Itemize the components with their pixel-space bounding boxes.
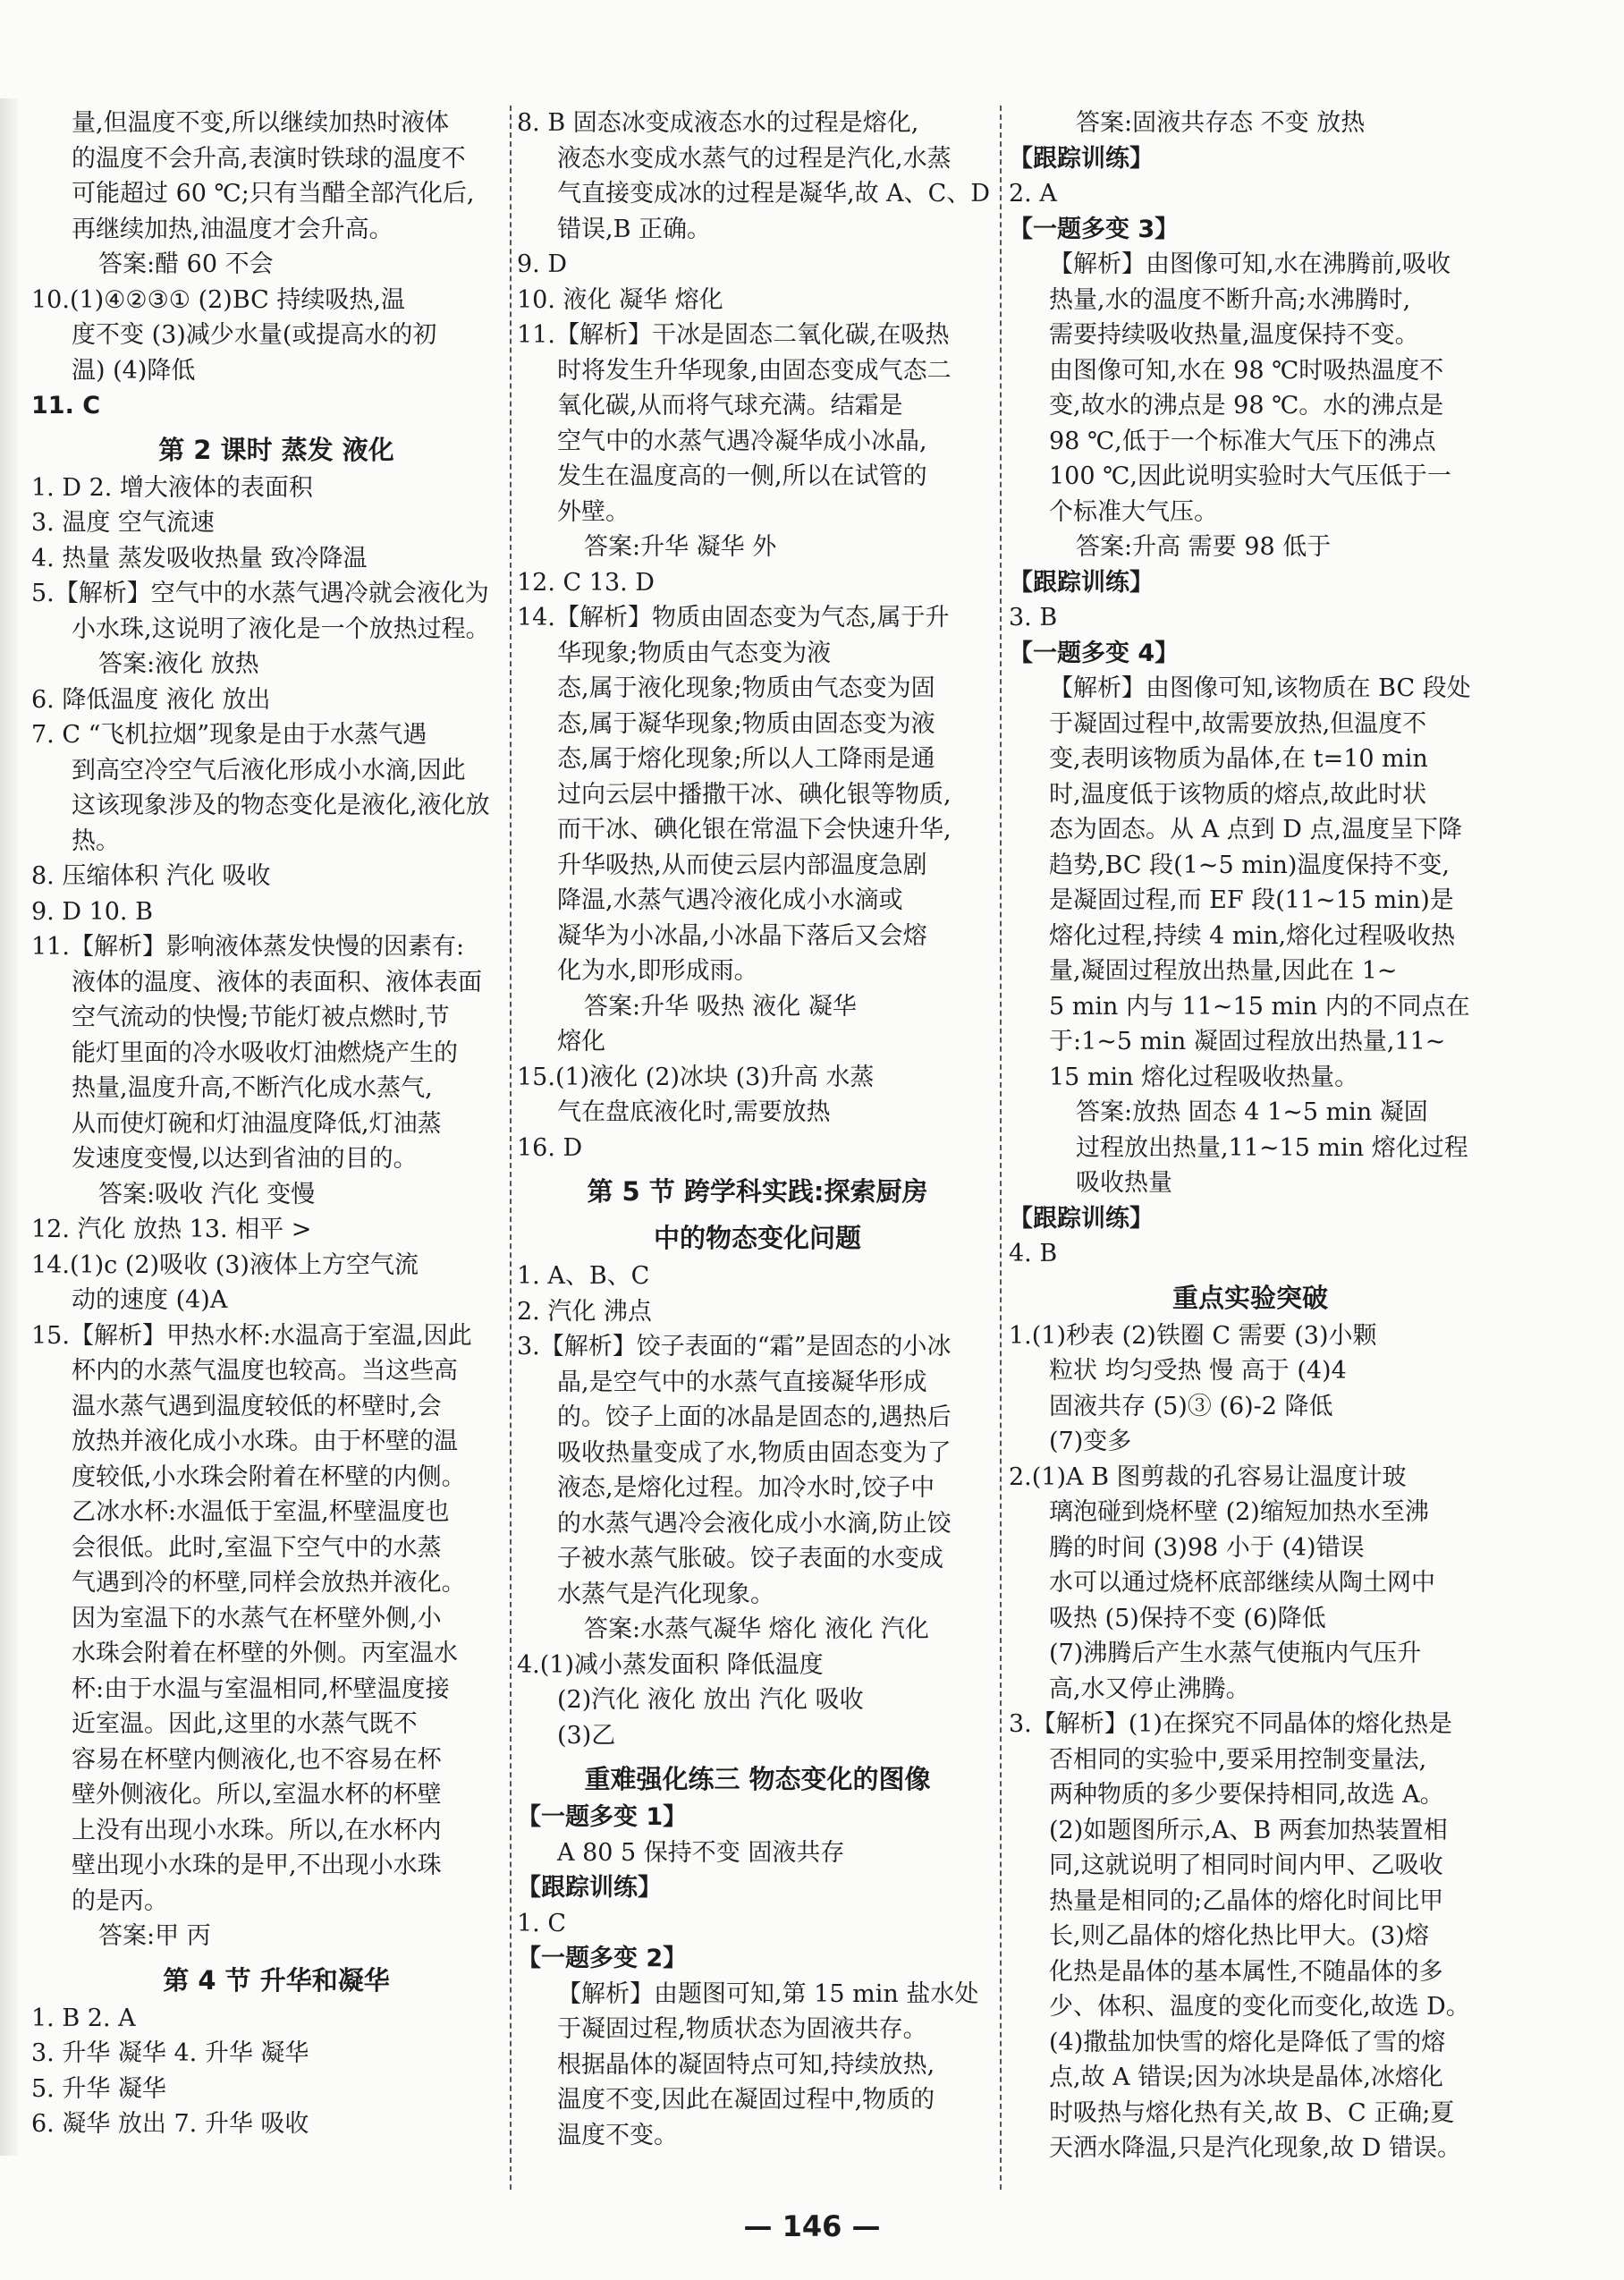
column-left xyxy=(31,106,521,2142)
text-line: 华现象;物质由气态变为液 xyxy=(557,639,832,667)
text-line: 同,这就说明了相同时间内甲、乙吸收 xyxy=(1049,1852,1443,1879)
text-line: 变,故水的沸点是 98 ℃。水的沸点是 xyxy=(1049,392,1444,420)
text-line: 近室温。因此,这里的水蒸气既不 xyxy=(72,1710,418,1738)
text-line: 上没有出现小水珠。所以,在水杯内 xyxy=(72,1816,442,1844)
text-line: 1. A、B、C xyxy=(517,1262,650,1290)
text-line: 杯内的水蒸气温度也较高。当这些高 xyxy=(72,1357,458,1385)
text-line: 时将发生升华现象,由固态变成气态二 xyxy=(557,356,952,385)
text-line: 腾的时间 (3)98 小于 (4)错误 xyxy=(1049,1533,1365,1562)
section-title: 第 5 节 跨学科实践:探索厨房 xyxy=(587,1176,928,1207)
text-line: (7)沸腾后产生水蒸气使瓶内气压升 xyxy=(1049,1640,1422,1667)
text-line: 液态水变成水蒸气的过程是汽化,水蒸 xyxy=(557,144,952,173)
text-line: 吸收热量变成了水,物质由固态变为了 xyxy=(557,1438,952,1467)
text-line: 时,温度低于该物质的熔点,故此时状 xyxy=(1049,780,1427,809)
text-line: 答案:放热 固态 4 1~5 min 凝固 xyxy=(1076,1098,1428,1126)
text-line: 4. B xyxy=(1009,1240,1058,1267)
column-right xyxy=(1009,106,1492,2166)
text-line: 子被水蒸气胀破。饺子表面的水变成 xyxy=(557,1545,943,1572)
text-line: (2)如题图所示,A、B 两套加热装置相 xyxy=(1049,1816,1448,1844)
text-line: 7. C “飞机拉烟”现象是由于水蒸气遇 xyxy=(31,721,427,749)
text-line: 14.(1)c (2)吸收 (3)液体上方空气流 xyxy=(31,1250,419,1279)
text-line: 这该现象涉及的物态变化是液化,液化放 xyxy=(72,792,490,819)
text-line: (3)乙 xyxy=(557,1721,616,1750)
text-line: 发速度变慢,以达到省油的目的。 xyxy=(72,1145,418,1173)
text-line: 化热是晶体的基本属性,不随晶体的多 xyxy=(1049,1957,1443,1986)
text-line: 3.【解析】(1)在探究不同晶体的熔化热是 xyxy=(1009,1710,1453,1738)
text-line: 固液共存 (5)③ (6)-2 降低 xyxy=(1049,1392,1333,1420)
text-line: 2. 汽化 沸点 xyxy=(517,1297,652,1326)
text-line: 杯:由于水温与室温相同,杯壁温度接 xyxy=(72,1674,450,1703)
text-line: 9. D xyxy=(517,250,567,278)
text-line: 少、体积、温度的变化而变化,故选 D。 xyxy=(1049,1993,1470,2021)
page-number: — 146 — xyxy=(743,2209,881,2243)
text-line: 态,属于液化现象;物质由气态变为固 xyxy=(557,674,935,702)
text-line: 温) (4)降低 xyxy=(72,356,196,385)
text-line: 发生在温度高的一侧,所以在试管的 xyxy=(557,462,927,490)
text-line: 11.【解析】影响液体蒸发快慢的因素有: xyxy=(31,933,465,961)
text-line: (4)撒盐加快雪的熔化是降低了雪的熔 xyxy=(1049,2028,1446,2056)
text-line: 热。 xyxy=(72,826,120,855)
text-line: 氧化碳,从而将气球充满。结霜是 xyxy=(557,392,903,420)
text-line: 气在盘底液化时,需要放热 xyxy=(557,1098,831,1126)
text-line: 从而使灯碗和灯油温度降低,灯油蒸 xyxy=(72,1109,442,1138)
text-line: 6. 降低温度 液化 放出 xyxy=(31,685,271,714)
text-line: 3.【解析】饺子表面的“霜”是固态的小冰 xyxy=(517,1333,952,1360)
section-title: 重难强化练三 物态变化的图像 xyxy=(584,1764,931,1794)
text-line: 15.【解析】甲热水杯:水温高于室温,因此 xyxy=(31,1321,472,1350)
text-line: 升华吸热,从而使云层内部温度急剧 xyxy=(557,851,927,879)
text-line: 放热并液化成小水珠。由于杯壁的温 xyxy=(72,1428,458,1455)
text-line: 能灯里面的冷水吸收灯油燃烧产生的 xyxy=(72,1038,458,1067)
text-line: 于凝固过程,物质状态为固液共存。 xyxy=(557,2015,927,2043)
column-divider xyxy=(1000,106,1002,2190)
text-line: 壁外侧液化。所以,室温水杯的杯壁 xyxy=(72,1781,442,1809)
text-line: 于:1~5 min 凝固过程放出热量,11~ xyxy=(1049,1028,1446,1055)
text-line: 璃泡碰到烧杯壁 (2)缩短加热水至沸 xyxy=(1049,1498,1429,1526)
section-title: 中的物态变化问题 xyxy=(653,1223,861,1253)
text-line: 3. B xyxy=(1009,604,1058,631)
text-line: 错误,B 正确。 xyxy=(557,215,712,243)
text-line: 【一题多变 4】 xyxy=(1009,639,1180,667)
text-line: 降温,水蒸气遇冷液化成小水滴或 xyxy=(557,886,903,914)
text-line: 15 min 熔化过程吸收热量。 xyxy=(1049,1063,1359,1091)
text-line: 态为固态。从 A 点到 D 点,温度呈下降 xyxy=(1049,816,1463,843)
text-line: 10. 液化 凝华 熔化 xyxy=(517,285,723,314)
text-line: 答案:升华 凝华 外 xyxy=(584,533,777,561)
text-line: 3. 温度 空气流速 xyxy=(31,509,215,537)
text-line: 9. D 10. B xyxy=(31,897,153,926)
binding-edge xyxy=(0,98,18,2156)
text-line: 12. 汽化 放热 13. 相平 > xyxy=(31,1216,312,1243)
text-line: 根据晶体的凝固特点可知,持续放热, xyxy=(557,2050,935,2079)
text-line: 热量是相同的;乙晶体的熔化时间比甲 xyxy=(1049,1886,1444,1915)
text-line: 【一题多变 2】 xyxy=(517,1945,688,1972)
text-line: 98 ℃,低于一个标准大气压下的沸点 xyxy=(1049,427,1436,455)
text-line: 4. 热量 蒸发吸收热量 致冷降温 xyxy=(31,544,368,572)
text-line: 度较低,小水珠会附着在杯壁的内侧。 xyxy=(72,1462,466,1491)
text-line: 乙冰水杯:水温低于室温,杯壁温度也 xyxy=(72,1498,450,1526)
text-line: 由图像可知,水在 98 ℃时吸热温度不 xyxy=(1049,356,1444,385)
text-line: 粒状 均匀受热 慢 高于 (4)4 xyxy=(1049,1357,1347,1385)
text-line: 吸热 (5)保持不变 (6)降低 xyxy=(1049,1604,1326,1632)
text-line: 温度不变。 xyxy=(557,2121,678,2149)
text-line: 会很低。此时,室温下空气中的水蒸 xyxy=(72,1533,442,1562)
text-line: 量,但温度不变,所以继续加热时液体 xyxy=(72,109,450,137)
section-title: 第 4 节 升华和凝华 xyxy=(163,1964,390,1996)
text-line: 吸收热量 xyxy=(1076,1169,1172,1197)
text-line: 1. C xyxy=(517,1909,567,1937)
text-line: 【跟踪训练】 xyxy=(517,1874,662,1902)
text-line: 否相同的实验中,要采用控制变量法, xyxy=(1049,1745,1427,1774)
column-divider xyxy=(510,106,512,2190)
text-line: 4.(1)减小蒸发面积 降低温度 xyxy=(517,1650,824,1679)
text-line: 【解析】由图像可知,水在沸腾前,吸收 xyxy=(1049,250,1451,278)
text-line: 2.(1)A B 图剪裁的孔容易让温度计玻 xyxy=(1009,1462,1407,1491)
text-line: 答案:升华 吸热 液化 凝华 xyxy=(584,992,857,1021)
text-line: 需要持续吸收热量,温度保持不变。 xyxy=(1049,321,1419,349)
text-line: A 80 5 保持不变 固液共存 xyxy=(557,1838,845,1867)
text-line: 的是丙。 xyxy=(72,1886,168,1915)
text-line: 外壁。 xyxy=(557,497,630,526)
text-line: 【解析】由题图可知,第 15 min 盐水处 xyxy=(557,1979,979,2008)
text-line: 【一题多变 1】 xyxy=(517,1803,688,1831)
text-line: 8. 压缩体积 汽化 吸收 xyxy=(31,862,271,890)
text-line: 到高空冷空气后液化形成小水滴,因此 xyxy=(72,756,466,784)
text-line: 气直接变成冰的过程是凝华,故 A、C、D xyxy=(557,180,990,208)
text-line: 热量,水的温度不断升高;水沸腾时, xyxy=(1049,285,1411,314)
text-line: 1. D 2. 增大液体的表面积 xyxy=(31,473,313,502)
text-line: 过程放出热量,11~15 min 熔化过程 xyxy=(1076,1133,1468,1162)
text-line: 容易在杯壁内侧液化,也不容易在杯 xyxy=(72,1745,442,1774)
text-line: 答案:水蒸气凝华 熔化 液化 汽化 xyxy=(584,1615,929,1643)
text-line: 水珠会附着在杯壁的外侧。丙室温水 xyxy=(72,1640,458,1667)
text-line: 可能超过 60 ℃;只有当醋全部汽化后, xyxy=(72,180,475,208)
text-line: 因为室温下的水蒸气在杯壁外侧,小 xyxy=(72,1604,442,1632)
text-line: 16. D xyxy=(517,1133,583,1162)
text-line: 答案:甲 丙 xyxy=(98,1922,211,1950)
text-line: 空气中的水蒸气遇冷凝华成小冰晶, xyxy=(557,427,927,455)
text-line: 温水蒸气遇到温度较低的杯壁时,会 xyxy=(72,1392,442,1420)
text-line: 高,水又停止沸腾。 xyxy=(1049,1674,1250,1703)
text-line: (7)变多 xyxy=(1049,1428,1132,1455)
text-line: 答案:液化 放热 xyxy=(98,650,259,678)
text-line: 壁出现小水珠的是甲,不出现小水珠 xyxy=(72,1852,442,1879)
text-line: 14.【解析】物质由固态变为气态,属于升 xyxy=(517,604,950,631)
text-line: 11. C xyxy=(31,392,101,420)
text-line: 液体的温度、液体的表面积、液体表面 xyxy=(72,968,482,996)
text-line: 个标准大气压。 xyxy=(1049,497,1218,526)
text-line: 的。饺子上面的冰晶是固态的,遇热后 xyxy=(557,1403,952,1431)
text-line: 热量,温度升高,不断汽化成水蒸气, xyxy=(72,1074,433,1102)
section-title: 重点实验突破 xyxy=(1171,1282,1328,1313)
text-line: 11.【解析】干冰是固态二氧化碳,在吸热 xyxy=(517,321,950,349)
column-middle xyxy=(517,106,998,2153)
text-line: 液态,是熔化过程。加冷水时,饺子中 xyxy=(557,1474,935,1502)
text-line: 气遇到冷的杯壁,同样会放热并液化。 xyxy=(72,1569,466,1597)
text-line: 1. B 2. A xyxy=(31,2004,136,2032)
text-line: 5 min 内与 11~15 min 内的不同点在 xyxy=(1049,992,1470,1021)
text-line: 答案:醋 60 不会 xyxy=(98,250,274,278)
text-line: 【解析】由图像可知,该物质在 BC 段处 xyxy=(1049,674,1471,702)
text-line: 时吸热与熔化热有关,故 B、C 正确;夏 xyxy=(1049,2098,1455,2127)
text-line: 的温度不会升高,表演时铁球的温度不 xyxy=(72,144,466,173)
text-line: 态,属于熔化现象;所以人工降雨是通 xyxy=(557,745,935,773)
text-line: 动的速度 (4)A xyxy=(72,1286,228,1314)
text-line: 熔化过程,持续 4 min,熔化过程吸收热 xyxy=(1049,921,1456,950)
text-line: 小水珠,这说明了液化是一个放热过程。 xyxy=(72,614,490,643)
text-line: 量,凝固过程放出热量,因此在 1~ xyxy=(1049,957,1398,985)
text-line: 是凝固过程,而 EF 段(11~15 min)是 xyxy=(1049,886,1454,914)
text-line: 再继续加热,油温度才会升高。 xyxy=(72,215,393,243)
text-line: 而干冰、碘化银在常温下会快速升华, xyxy=(557,816,952,843)
text-line: 水蒸气是汽化现象。 xyxy=(557,1580,774,1608)
text-line: 空气流动的快慢;节能灯被点燃时,节 xyxy=(72,1004,450,1031)
text-line: 【跟踪训练】 xyxy=(1009,144,1154,173)
text-line: 10.(1)④②③① (2)BC 持续吸热,温 xyxy=(31,285,405,314)
text-line: 点,故 A 错误;因为冰块是晶体,冰熔化 xyxy=(1049,2064,1443,2091)
text-line: 5. 升华 凝华 xyxy=(31,2074,166,2103)
text-line: 【一题多变 3】 xyxy=(1009,215,1180,243)
text-line: 变,表明该物质为晶体,在 t=10 min xyxy=(1049,745,1428,773)
text-line: 1.(1)秒表 (2)铁圈 C 需要 (3)小颗 xyxy=(1009,1321,1377,1350)
text-line: 【跟踪训练】 xyxy=(1009,1204,1154,1233)
text-line: 答案:吸收 汽化 变慢 xyxy=(98,1180,316,1208)
text-line: 天洒水降温,只是汽化现象,故 D 错误。 xyxy=(1049,2134,1461,2162)
text-line: 趋势,BC 段(1~5 min)温度保持不变, xyxy=(1049,851,1451,879)
text-line: (2)汽化 液化 放出 汽化 吸收 xyxy=(557,1686,864,1714)
text-line: 答案:固液共存态 不变 放热 xyxy=(1076,109,1366,137)
text-line: 6. 凝华 放出 7. 升华 吸收 xyxy=(31,2110,309,2138)
text-line: 两种物质的多少要保持相同,故选 A。 xyxy=(1049,1781,1444,1809)
text-line: 8. B 固态冰变成液态水的过程是熔化, xyxy=(517,109,919,137)
text-line: 态,属于凝华现象;物质由固态变为液 xyxy=(557,709,935,738)
text-line: 5.【解析】空气中的水蒸气遇冷就会液化为 xyxy=(31,580,489,607)
section-title: 第 2 课时 蒸发 液化 xyxy=(158,434,394,465)
text-line: 于凝固过程中,故需要放热,但温度不 xyxy=(1049,709,1427,738)
text-line: 温度不变,因此在凝固过程中,物质的 xyxy=(557,2086,935,2114)
text-line: 3. 升华 凝华 4. 升华 凝华 xyxy=(31,2039,309,2067)
text-line: 100 ℃,因此说明实验时大气压低于一 xyxy=(1049,462,1451,490)
text-line: 2. A xyxy=(1009,180,1057,208)
text-line: 的水蒸气遇冷会液化成小水滴,防止饺 xyxy=(557,1509,952,1538)
text-line: 15.(1)液化 (2)冰块 (3)升高 水蒸 xyxy=(517,1063,875,1091)
text-line: 熔化 xyxy=(557,1028,605,1055)
text-line: 凝华为小冰晶,小冰晶下落后又会熔 xyxy=(557,921,927,950)
text-line: 12. C 13. D xyxy=(517,568,655,597)
text-line: 答案:升高 需要 98 低于 xyxy=(1076,533,1332,561)
text-line: 水可以通过烧杯底部继续从陶土网中 xyxy=(1049,1569,1435,1597)
text-line: 【跟踪训练】 xyxy=(1009,568,1154,597)
text-line: 过向云层中播撒干冰、碘化银等物质, xyxy=(557,780,952,809)
text-line: 晶,是空气中的水蒸气直接凝华形成 xyxy=(557,1368,927,1396)
text-line: 长,则乙晶体的熔化热比甲大。(3)熔 xyxy=(1049,1922,1429,1950)
text-line: 度不变 (3)减少水量(或提高水的初 xyxy=(72,321,437,349)
text-line: 化为水,即形成雨。 xyxy=(557,957,758,985)
